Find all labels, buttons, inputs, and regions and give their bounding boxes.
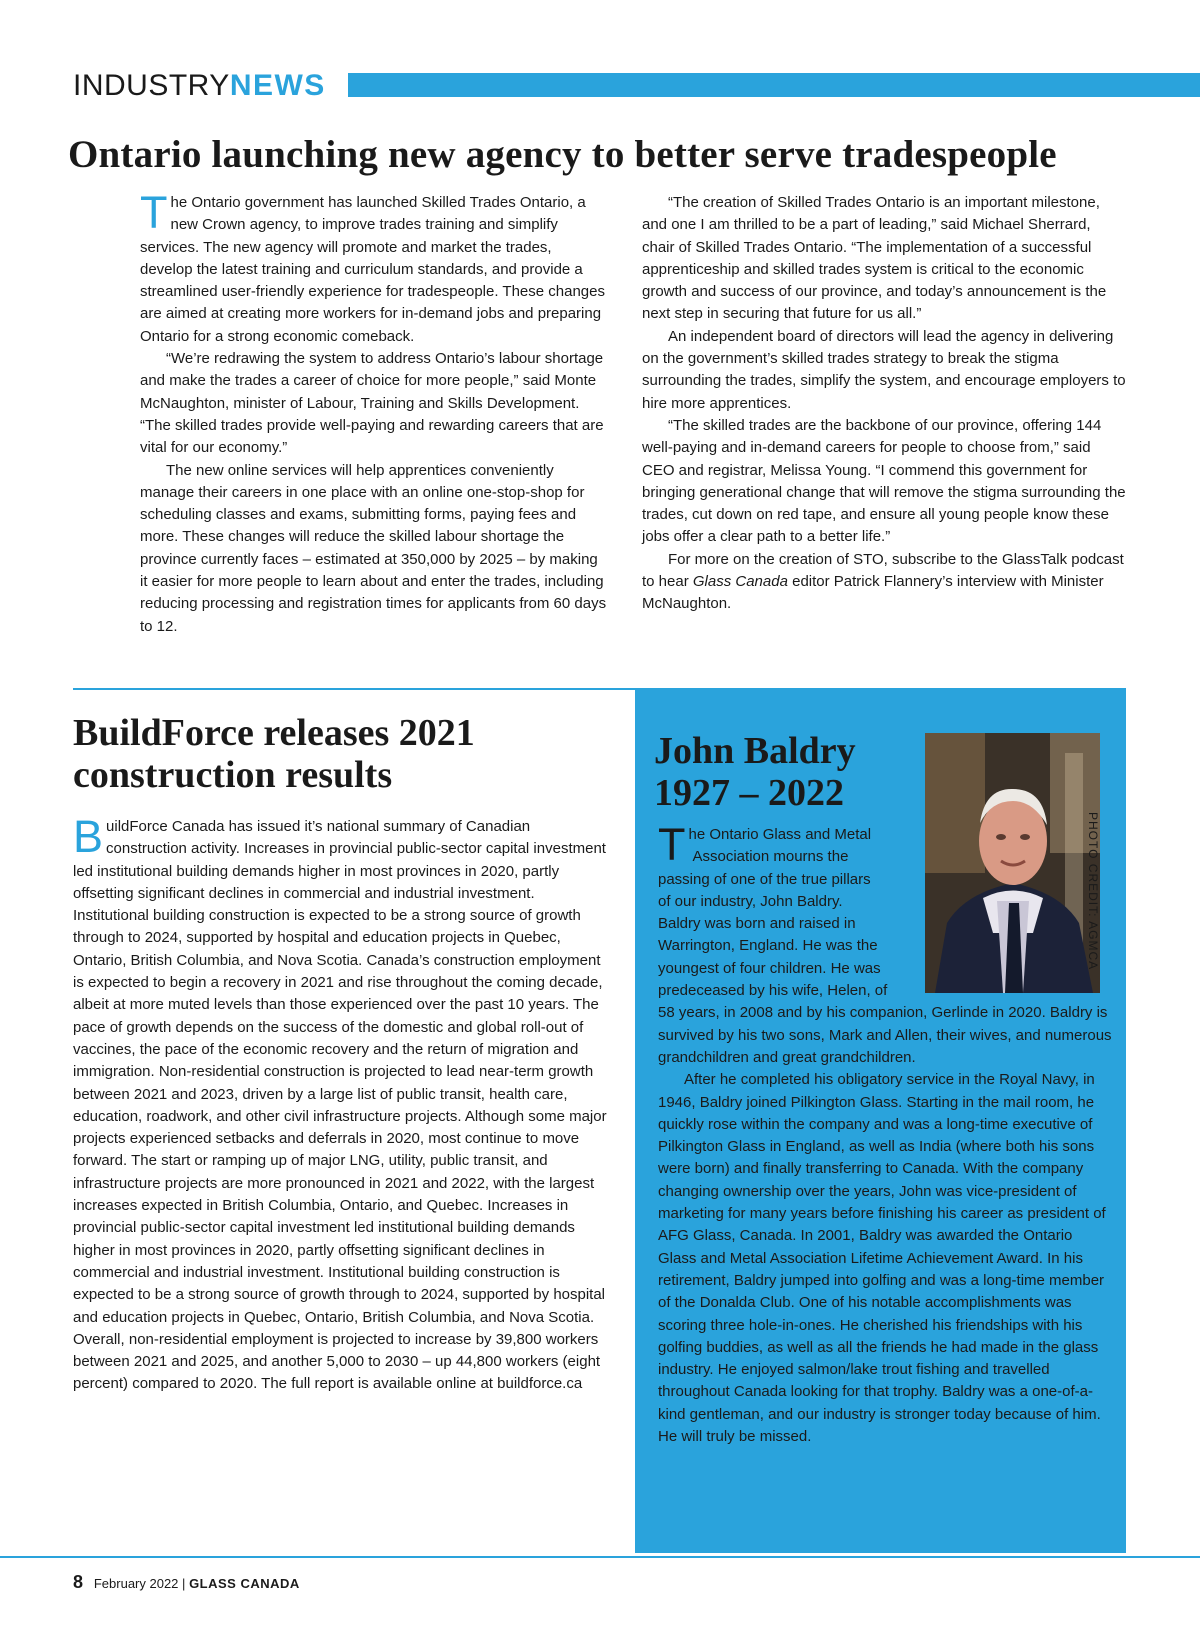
article2-body (73, 811, 613, 1396)
issue-date: February 2022 (93, 1576, 179, 1591)
article1-paragraph-7-before: For more on the creation of STO, subscribe to the GlassTalk podcast to hear (642, 550, 1124, 591)
article1-paragraph-5: An independent board of directors will lead the agency in delivering on the government’s skilled trades strategy to break the stigma surrounding the trades, simplify the system, and encourage employers to hire more apprentices. (642, 327, 1126, 412)
article1-paragraph-6: “The skilled trades are the backbone of our province, offering 144 well-paying and in-demand careers for people to choose from,” said CEO and registrar, Melissa Young. “I commend this government for bringing generational change that will remove the stigma surrounding the trades, cut down on red tape, and ensure all young people know these jobs offer a clear path to a better life.” (642, 416, 1126, 546)
article1-paragraph-2: “We’re redrawing the system to address Ontario’s labour shortage and make the trades a career of choice for more people,” said Monte McNaughton, minister of Labour, Training and Skills Development. “The skilled trades provide well-paying and rewarding careers that are vital for our economy.” (140, 350, 604, 457)
obituary-line-5: Baldry was born and raised in (658, 915, 856, 933)
article2-paragraph (73, 811, 613, 1396)
article2-text: uildForce Canada has issued it’s national summary of Canadian construction activity. Increases in provincial public-sector capital investment led institutional building demands higher in most provinces in 2020, partly offsetting significant declines in commercial and industrial investment. Institutional building construction is expected to be a strong source of growth through to 2024, supported by hospital and education projects in Quebec, Ontario, British Columbia, and Nova Scotia. Canada’s construction employment is expected to begin a recovery in 2021 and rise throughout the coming decade, albeit at more muted levels than those experienced over the past 10 years. The pace of growth depends on the success of the domestic and global roll-out of vaccines, the pace of the economic recovery and the return of migration and immigration. Non-residential construction is projected to lead near-term growth between 2021 and 2023, driven by a large list of public transit, health care, education, roadwork, and other civil infrastructure projects. Although some major projects experienced setbacks and deferrals in 2020, most continue to move forward. The start or ramping up of major LNG, utility, public transit, and infrastructure projects are more pronounced in 2021 and 2022, with the largest increases expected in British Columbia, Ontario, and Quebec. Increases in provincial public-sector capital investment led institutional building demands higher in most provinces in 2020, partly offsetting significant declines in commercial and industrial investment. Institutional building construction is expected to be a strong source of growth through to 2024, supported by hospital and education projects in Quebec, Ontario, British Columbia, and Nova Scotia. Overall, non-residential employment is projected to increase by 39,800 workers between 2021 and 2025, and another 5,000 to 2030 – up 44,800 workers (eight percent) compared to 2020. The full report is available online at buildforce.ca (73, 818, 607, 1393)
magazine-name: GLASS CANADA (189, 1576, 300, 1591)
obituary-line-2: Association mourns the (692, 848, 849, 866)
section-accent-bar (348, 73, 1200, 97)
section-label-word1: INDUSTRY (73, 69, 230, 102)
section-divider (73, 688, 635, 690)
page-number: 8 (73, 1572, 84, 1592)
article1-paragraph-4: “The creation of Skilled Trades Ontario is an important milestone, and one I am thrilled to be a part of leading,” said Michael Sherrard, chair of Skilled Trades Ontario. “The implementation of a successful apprenticeship and skilled trades system is critical to the economic growth and success of our province, and today’s announcement is the next step in securing that future for us all.” (642, 194, 1107, 323)
footer-separator: | (182, 1576, 186, 1591)
section-label (73, 68, 326, 104)
photo-credit: PHOTO CREDIT: AGMCA (1086, 812, 1100, 971)
obituary-line-8: predeceased by his wife, Helen, of (658, 982, 888, 1000)
obituary-paragraph-1: 58 years, in 2008 and by his companion, Gerlinde in 2020. Baldry is survived by his two sons, Mark and Allen, their wives, and numerous grandchildren and great grandchildren. (658, 1004, 1112, 1066)
obituary-intro (658, 819, 918, 1002)
magazine-title-italic: Glass Canada (692, 573, 788, 591)
obituary-years: 1927 – 2022 (654, 772, 844, 814)
article1-paragraph-7 (642, 549, 1127, 616)
article1-paragraph-3: The new online services will help apprentices conveniently manage their careers in one place with an online one-stop-shop for scheduling classes and exams, submitting forms, paying fees and more. These changes will reduce the skilled labour shortage the province currently faces – estimated at 350,000 by 2025 – by making it easier for more people to learn about and enter the trades, including reducing processing and registration times for applicants from 60 days to 12. (140, 461, 607, 635)
obituary-line-4: of our industry, John Baldry. (658, 892, 843, 910)
obituary-line-6: Warrington, England. He was the (658, 937, 878, 955)
article1-column-left (140, 187, 608, 638)
obituary-paragraph-2: After he completed his obligatory service in the Royal Navy, in 1946, Baldry joined Pilkington Glass. Starting in the mail room, he quickly rose within the company and was a long-time executive of Pilkington Glass in England, as well as India (where both his sons were born) and finally transferring to Canada. With the company changing ownership over the years, John was vice-president of marketing for many years before finishing his career as president of AFG Glass, Canada. In 2001, Baldry was awarded the Ontario Glass and Metal Association Lifetime Achievement Award. In his retirement, Baldry jumped into golfing and was a long-time member of the Donalda Club. One of his notable accomplishments was scoring three hole-in-ones. He cherished his friendships with his golfing buddies, as well as all the friends he had made in the glass industry. He enjoyed salmon/lake trout fishing and travelled throughout Canada looking for that trophy. Baldry was a one-of-a-kind gentleman, and our industry is stronger today because of him. He will truly be missed. (658, 1071, 1106, 1446)
article1-headline: Ontario launching new agency to better serve tradespeople (68, 133, 1057, 176)
footer-divider (0, 1556, 1200, 1558)
obituary-name: John Baldry (654, 730, 856, 772)
obituary-headline (654, 730, 954, 814)
article2-headline: BuildForce releases 2021 construction results (73, 712, 475, 796)
article1-paragraph-1 (140, 187, 608, 348)
article2-dropcap: B (73, 811, 104, 862)
article1-paragraph-1-text: he Ontario government has launched Skilled Trades Ontario, a new Crown agency, to improve trades training and simplify services. The new agency will promote and market the trades, develop the latest training and curriculum standards, and provide a streamlined user-friendly experience for tradespeople. These changes are aimed at creating more workers for in-demand jobs and preparing Ontario for a strong economic comeback. (140, 194, 605, 345)
page-footer (73, 1573, 300, 1593)
section-label-word2: NEWS (229, 69, 326, 102)
article1-column-right (642, 192, 1127, 616)
obituary-body (658, 819, 1113, 1448)
obituary-dropcap: T (658, 819, 686, 870)
obituary-line-3: passing of one of the true pillars (658, 870, 871, 888)
section-header (73, 68, 1200, 104)
obituary-line-1: he Ontario Glass and Metal (688, 826, 872, 843)
obituary-line-7: youngest of four children. He was (658, 959, 881, 977)
article1-dropcap: T (140, 187, 168, 238)
article1-paragraph-7-after: editor Patrick Flannery’s interview with Minister McNaughton. (642, 573, 1104, 613)
